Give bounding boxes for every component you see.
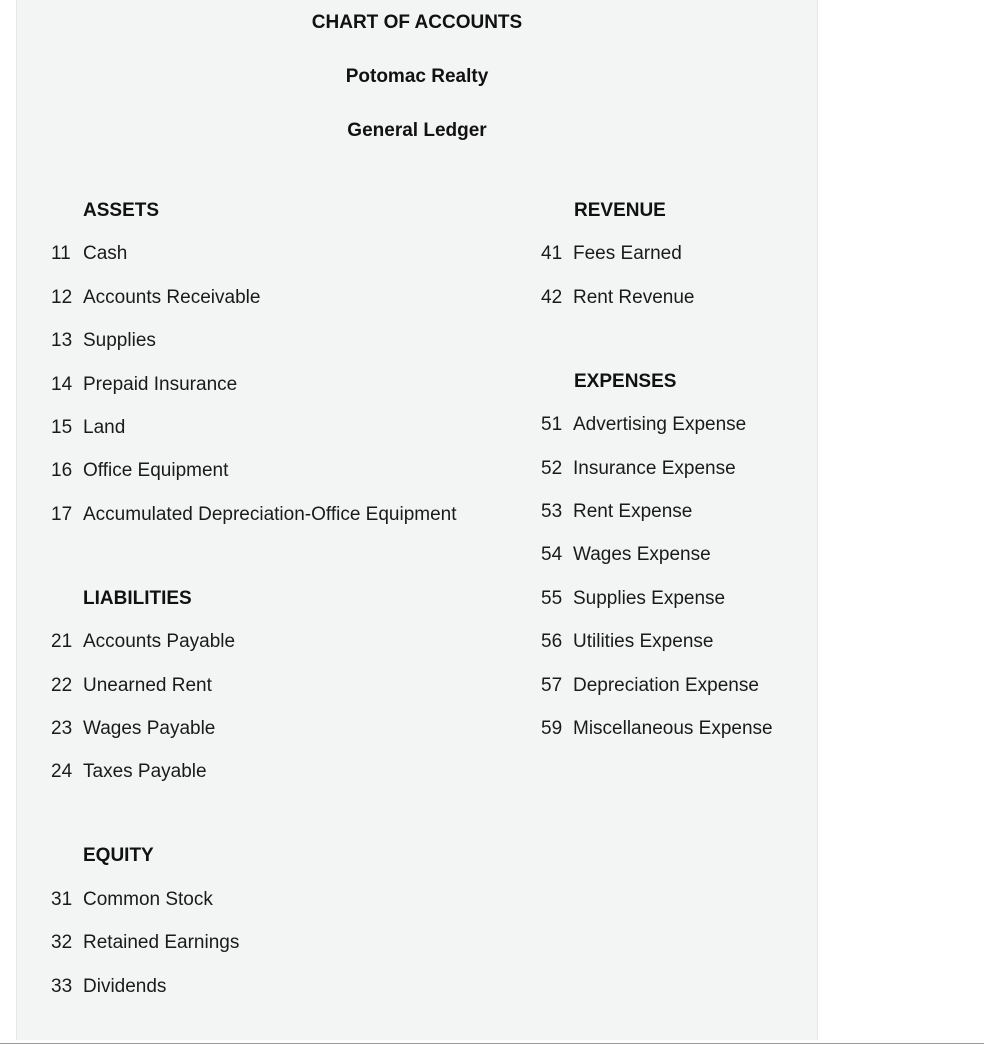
account-number: 32 — [51, 932, 73, 953]
account-row — [541, 718, 773, 740]
document-title: CHART OF ACCOUNTS — [311, 12, 523, 33]
account-name: Accumulated Depreciation-Office Equipment — [83, 504, 457, 525]
account-row — [51, 243, 127, 265]
account-row — [51, 330, 156, 352]
account-name: Insurance Expense — [573, 458, 736, 479]
account-row — [541, 588, 725, 610]
account-name: Wages Expense — [573, 544, 711, 565]
account-number: 22 — [51, 675, 73, 696]
account-number: 57 — [541, 675, 563, 696]
account-name: Cash — [83, 243, 128, 264]
account-name: Accounts Receivable — [83, 287, 261, 308]
account-row — [51, 718, 215, 740]
account-name: Supplies — [83, 330, 156, 351]
account-number: 59 — [541, 718, 563, 739]
account-number: 52 — [541, 458, 563, 479]
account-name: Prepaid Insurance — [83, 374, 238, 395]
account-number: 55 — [541, 588, 563, 609]
account-number: 51 — [541, 414, 563, 435]
ledger-subtitle: General Ledger — [347, 120, 487, 141]
account-name: Miscellaneous Expense — [573, 718, 773, 739]
account-number: 54 — [541, 544, 563, 565]
account-row — [541, 243, 682, 265]
account-row — [51, 287, 260, 309]
chart-of-accounts-page — [16, 0, 818, 1040]
account-number: 13 — [51, 330, 73, 351]
account-row — [51, 417, 125, 439]
account-name: Utilities Expense — [573, 631, 714, 652]
account-row — [541, 414, 746, 436]
account-row — [51, 932, 239, 954]
account-name: Wages Payable — [83, 718, 216, 739]
account-row — [51, 504, 457, 526]
account-number: 21 — [51, 631, 73, 652]
account-row — [51, 976, 166, 998]
account-number: 16 — [51, 460, 73, 481]
account-row — [541, 675, 759, 697]
account-number: 42 — [541, 287, 563, 308]
page-bottom-divider — [0, 1043, 984, 1044]
account-row — [51, 889, 213, 911]
account-name: Common Stock — [83, 889, 213, 910]
account-row — [51, 631, 235, 653]
account-number: 33 — [51, 976, 73, 997]
account-name: Advertising Expense — [573, 414, 747, 435]
account-name: Rent Expense — [573, 501, 693, 522]
account-row — [51, 374, 237, 396]
account-name: Rent Revenue — [573, 287, 695, 308]
account-name: Depreciation Expense — [573, 675, 759, 696]
account-name: Supplies Expense — [573, 588, 726, 609]
assets-heading: ASSETS — [83, 200, 160, 221]
account-number: 12 — [51, 287, 73, 308]
account-number: 41 — [541, 243, 563, 264]
account-row — [541, 501, 692, 523]
account-row — [51, 761, 207, 783]
account-name: Accounts Payable — [83, 631, 236, 652]
account-number: 15 — [51, 417, 73, 438]
account-number: 31 — [51, 889, 73, 910]
account-row — [541, 631, 713, 653]
account-number: 17 — [51, 504, 73, 525]
account-row — [51, 460, 228, 482]
liabilities-heading: LIABILITIES — [83, 588, 192, 609]
account-name: Unearned Rent — [83, 675, 212, 696]
account-name: Land — [83, 417, 126, 438]
account-number: 11 — [51, 243, 71, 264]
account-number: 53 — [541, 501, 563, 522]
revenue-heading: REVENUE — [574, 200, 666, 221]
account-row — [541, 544, 711, 566]
account-row — [51, 675, 212, 697]
account-name: Retained Earnings — [83, 932, 240, 953]
account-name: Fees Earned — [573, 243, 682, 264]
account-row — [541, 287, 694, 309]
account-number: 14 — [51, 374, 73, 395]
account-number: 56 — [541, 631, 563, 652]
account-number: 24 — [51, 761, 73, 782]
account-number: 23 — [51, 718, 73, 739]
account-name: Dividends — [83, 976, 167, 997]
expenses-heading: EXPENSES — [574, 371, 677, 392]
equity-heading: EQUITY — [83, 845, 154, 866]
account-row — [541, 458, 736, 480]
account-name: Taxes Payable — [83, 761, 207, 782]
account-name: Office Equipment — [83, 460, 229, 481]
company-name: Potomac Realty — [345, 66, 489, 87]
